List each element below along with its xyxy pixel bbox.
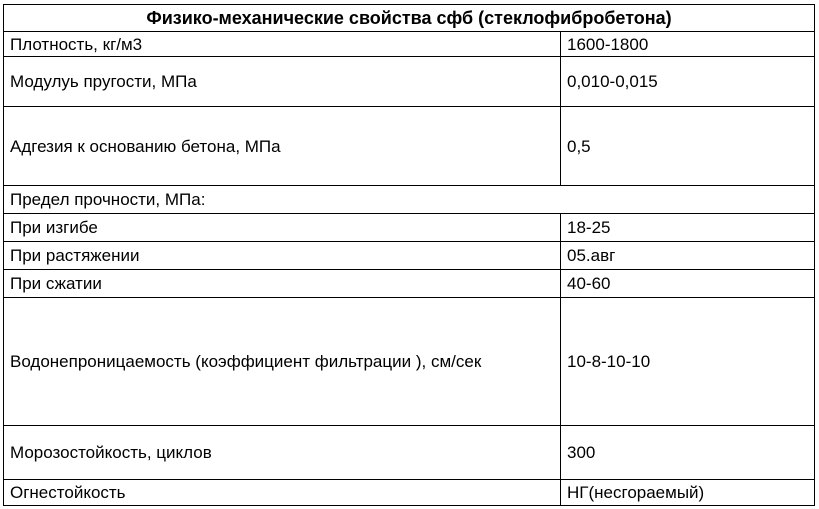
property-value: 300 (561, 426, 815, 480)
table-row (4, 270, 815, 298)
table-row (4, 32, 815, 57)
table-row (4, 426, 815, 480)
property-value: 05.авг (561, 242, 815, 270)
property-name: Водонепроницаемость (коэффициент фильтрации ), см/сек (4, 298, 561, 426)
property-name: Адгезия к основанию бетона, МПа (4, 107, 561, 186)
table-title: Физико-механические свойства сфб (стеклофибробетона) (4, 5, 815, 32)
properties-table (3, 4, 815, 506)
table-row (4, 242, 815, 270)
property-value: 0,5 (561, 107, 815, 186)
table-row (4, 186, 815, 214)
property-value: 1600-1800 (561, 32, 815, 57)
property-value: 0,010-0,015 (561, 57, 815, 107)
property-value: 10-8-10-10 (561, 298, 815, 426)
property-name: Плотность, кг/м3 (4, 32, 561, 57)
property-group-heading: Предел прочности, МПа: (4, 186, 815, 214)
table-row (4, 298, 815, 426)
property-value: 18-25 (561, 214, 815, 242)
property-value: НГ(несгораемый) (561, 480, 815, 506)
property-name: Морозостойкость, циклов (4, 426, 561, 480)
table-row (4, 480, 815, 506)
property-value: 40-60 (561, 270, 815, 298)
table-row (4, 57, 815, 107)
table-row (4, 214, 815, 242)
table-row (4, 107, 815, 186)
table-title-row (4, 5, 815, 32)
property-name: Огнестойкость (4, 480, 561, 506)
property-name: При изгибе (4, 214, 561, 242)
property-name: При сжатии (4, 270, 561, 298)
property-name: При растяжении (4, 242, 561, 270)
property-name: Модулуь пругости, МПа (4, 57, 561, 107)
